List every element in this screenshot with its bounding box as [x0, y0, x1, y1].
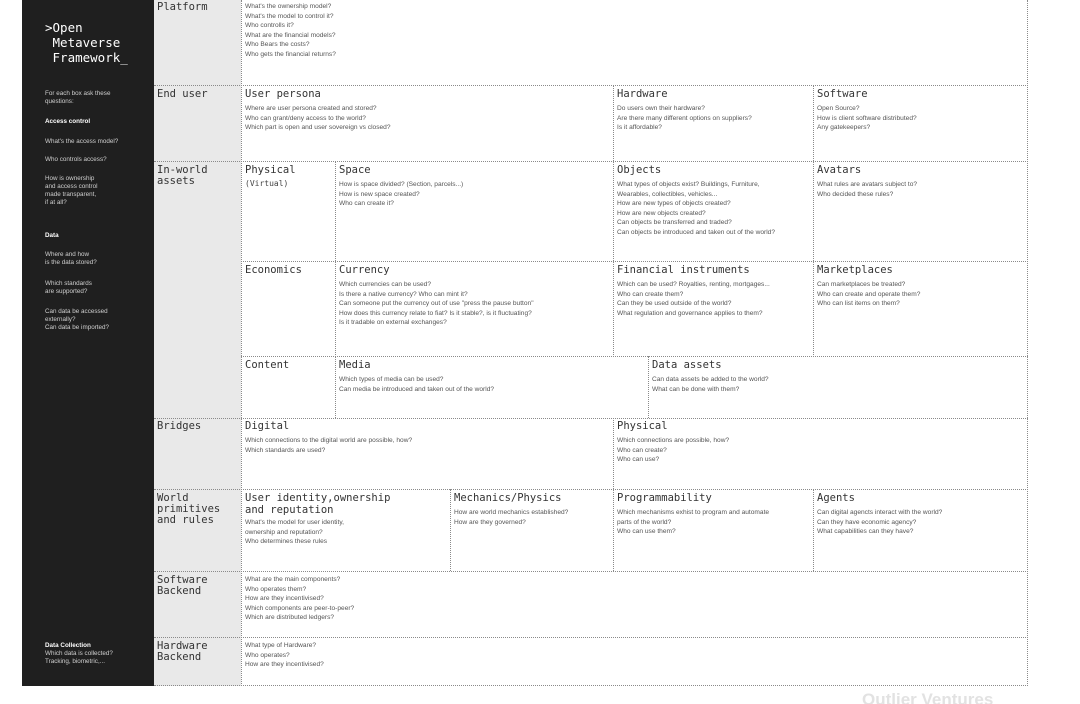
financial-instruments-questions: Which can be used? Royalties, renting, mortgages... Who can create them? Can they be used outside of the world? What regulation and governance applies to them?	[617, 281, 770, 317]
access-question-2: Who controls access?	[45, 156, 107, 163]
row-label-software-backend: Software Backend	[157, 574, 208, 597]
space-questions: How is space divided? (Section, parcels...) How is new space created? Who can create it?	[339, 181, 464, 208]
access-question-3: How is ownership and access control made transparent, if at all?	[45, 175, 98, 206]
hardware-title: Hardware	[617, 88, 668, 100]
column-divider	[613, 489, 614, 571]
row-divider	[154, 418, 1028, 419]
column-divider	[813, 85, 814, 357]
programmability-questions: Which mechanisms exhist to program and automate parts of the world? Who can use them?	[617, 509, 770, 536]
column-divider	[241, 0, 242, 686]
brand-watermark: Outlier Ventures	[862, 690, 994, 704]
row-label-end-user: End user	[157, 88, 208, 100]
software-backend-questions: What are the main components? Who operates them? How are they incentivised? Which components are peer-to-peer? Which are distributed ledgers?	[245, 576, 355, 622]
user-identity-questions: What's the model for user identity, ownership and reputation? Who determines these rules	[245, 519, 344, 546]
data-question-2: Which standards are supported?	[45, 280, 92, 295]
data-assets-title: Data assets	[652, 359, 722, 371]
subrow-label-economics: Economics	[245, 264, 302, 276]
row-label-hardware-backend: Hardware Backend	[157, 640, 208, 663]
digital-bridge-title: Digital	[245, 420, 290, 432]
avatars-title: Avatars	[817, 164, 862, 176]
data-collection-heading: Data Collection	[45, 642, 91, 649]
framework-logo: >Open Metaverse Framework_	[45, 20, 128, 65]
marketplaces-title: Marketplaces	[817, 264, 893, 276]
data-heading: Data	[45, 232, 59, 239]
marketplaces-questions: Can marketplaces be treated? Who can create and operate them? Who can list items on them?	[817, 281, 921, 308]
avatars-questions: What rules are avatars subject to? Who decided these rules?	[817, 181, 918, 198]
digital-bridge-questions: Which connections to the digital world are possible, how? Which standards are used?	[245, 437, 413, 454]
subrow-note-virtual: (Virtual)	[245, 179, 289, 188]
row-divider	[154, 637, 1028, 638]
media-questions: Which types of media can be used? Can media be introduced and taken out of the world?	[339, 376, 495, 393]
column-divider	[335, 161, 336, 357]
physical-bridge-questions: Which connections are possible, how? Who can create? Who can use?	[617, 437, 730, 464]
row-divider	[154, 685, 1028, 686]
objects-title: Objects	[617, 164, 662, 176]
row-label-platform: Platform	[157, 1, 208, 13]
row-divider	[241, 261, 1028, 262]
column-divider	[613, 418, 614, 489]
data-assets-questions: Can data assets be added to the world? What can be done with them?	[652, 376, 769, 393]
mechanics-physics-questions: How are world mechanics established? How are they governed?	[454, 509, 569, 526]
hardware-backend-questions: What type of Hardware? Who operates? How are they incentivised?	[245, 642, 324, 669]
data-question-1: Where and how is the data stored?	[45, 251, 97, 266]
column-divider	[335, 356, 336, 418]
row-divider	[154, 161, 1028, 162]
user-identity-title: User identity,ownership and reputation	[245, 492, 391, 516]
objects-questions: What types of objects exist? Buildings, Furniture, Wearables, collectibles, vehicles... How are new types of objects created? How are new objects created? Can objects be transferred and traded? Can objects be introduced and taken out of the world?	[617, 181, 775, 236]
row-label-bridges: Bridges	[157, 420, 202, 432]
agents-questions: Can digital agencts interact with the world? Can they have economic agency? What capabilities can they have?	[817, 509, 943, 536]
row-label-world-primitives: World primitives and rules	[157, 492, 221, 526]
mechanics-physics-title: Mechanics/Physics	[454, 492, 562, 504]
row-divider	[154, 489, 1028, 490]
physical-bridge-title: Physical	[617, 420, 668, 432]
user-persona-questions: Where are user persona created and stored? Who can grant/deny access to the world? Which part is open and user sovereign vs closed?	[245, 105, 391, 132]
data-question-3: Can data be accessed externally? Can data be imported?	[45, 308, 110, 331]
programmability-title: Programmability	[617, 492, 712, 504]
access-question-1: What's the access model?	[45, 138, 119, 145]
column-divider	[613, 85, 614, 357]
column-divider	[450, 489, 451, 571]
software-title: Software	[817, 88, 868, 100]
row-divider	[154, 571, 1028, 572]
access-control-heading: Access control	[45, 118, 91, 125]
subrow-label-content: Content	[245, 359, 290, 371]
agents-title: Agents	[817, 492, 855, 504]
platform-questions: What's the ownership model? What's the model to control it? Who controlls it? What are the financial models? Who Bears the costs? Who gets the financial returns?	[245, 3, 336, 58]
space-title: Space	[339, 164, 371, 176]
sidebar-intro: For each box ask these questions:	[45, 90, 111, 105]
data-collection-text: Which data is collected? Tracking, biometric,...	[45, 650, 113, 665]
column-divider	[813, 489, 814, 571]
row-label-in-world-assets: In-world assets	[157, 164, 208, 187]
subrow-label-physical: Physical	[245, 164, 296, 176]
software-questions: Open Source? How is client software distributed? Any gatekeepers?	[817, 105, 917, 132]
financial-instruments-title: Financial instruments	[617, 264, 750, 276]
column-divider	[1027, 0, 1028, 686]
row-divider	[154, 85, 1028, 86]
currency-questions: Which currencies can be used? Is there a native currency? Who can mint it? Can someone put the currency out of use "press the pause button" How does this currency relate to fiat? Is it stable?, is it fluctuating? Is it tradable on external exchanges?	[339, 281, 534, 327]
column-divider	[648, 356, 649, 418]
hardware-questions: Do users own their hardware? Are there many different options on suppliers? Is it affordable?	[617, 105, 752, 132]
currency-title: Currency	[339, 264, 390, 276]
media-title: Media	[339, 359, 371, 371]
user-persona-title: User persona	[245, 88, 321, 100]
row-divider	[241, 356, 1028, 357]
